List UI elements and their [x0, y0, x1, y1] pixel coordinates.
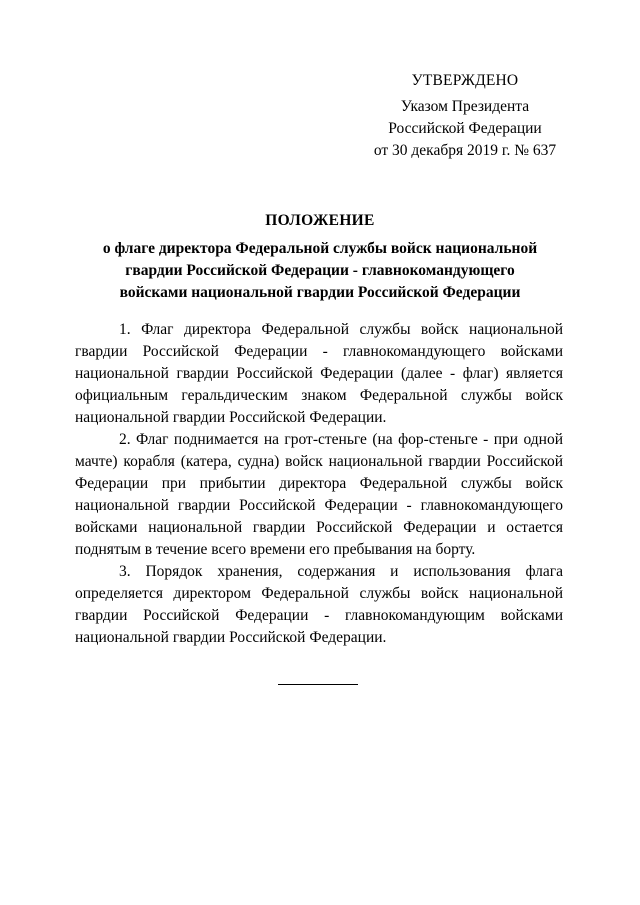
document-title: ПОЛОЖЕНИЕ [265, 212, 375, 229]
approved-label: УТВЕРЖДЕНО [411, 72, 519, 89]
paragraph-2: 2. Флаг поднимается на грот-стеньге (на фор-стеньге - при одной мачте) корабля (катера, судна) войск национальной гвардии Российской Федерации при прибытии директора Федеральной службы войск национальной гвардии Российской Федерации - главнокомандующего войсками национальной гвардии Российской Федерации и остается поднятым в течение всего времени его пребывания на борту. [75, 431, 563, 558]
paragraph-1: 1. Флаг директора Федеральной службы войск национальной гвардии Российской Федерации - главнокомандующего войсками национальной гвардии Российской Федерации (далее - флаг) является официальным геральдическим знаком Федеральной службы войск национальной гвардии Российской Федерации. [75, 321, 563, 426]
heading-line-1: о флаге директора Федеральной службы войск национальной [102, 240, 538, 257]
document-heading [80, 210, 560, 304]
approval-line-1: Указом Президента [400, 98, 530, 115]
approval-line-3: от 30 декабря 2019 г. № 637 [373, 142, 557, 159]
heading-line-3: войсками национальной гвардии Российской Федерации [119, 284, 521, 301]
end-divider [278, 684, 358, 685]
document-body [75, 319, 563, 649]
approval-stamp [340, 70, 590, 162]
approval-line-2: Российской Федерации [388, 120, 542, 137]
paragraph-3: 3. Порядок хранения, содержания и использования флага определяется директором Федеральной службы войск национальной гвардии Российской Федерации - главнокомандующим войсками национальной гвардии Российской Федерации. [75, 563, 563, 646]
heading-line-2: гвардии Российской Федерации - главнокомандующего [125, 262, 515, 279]
